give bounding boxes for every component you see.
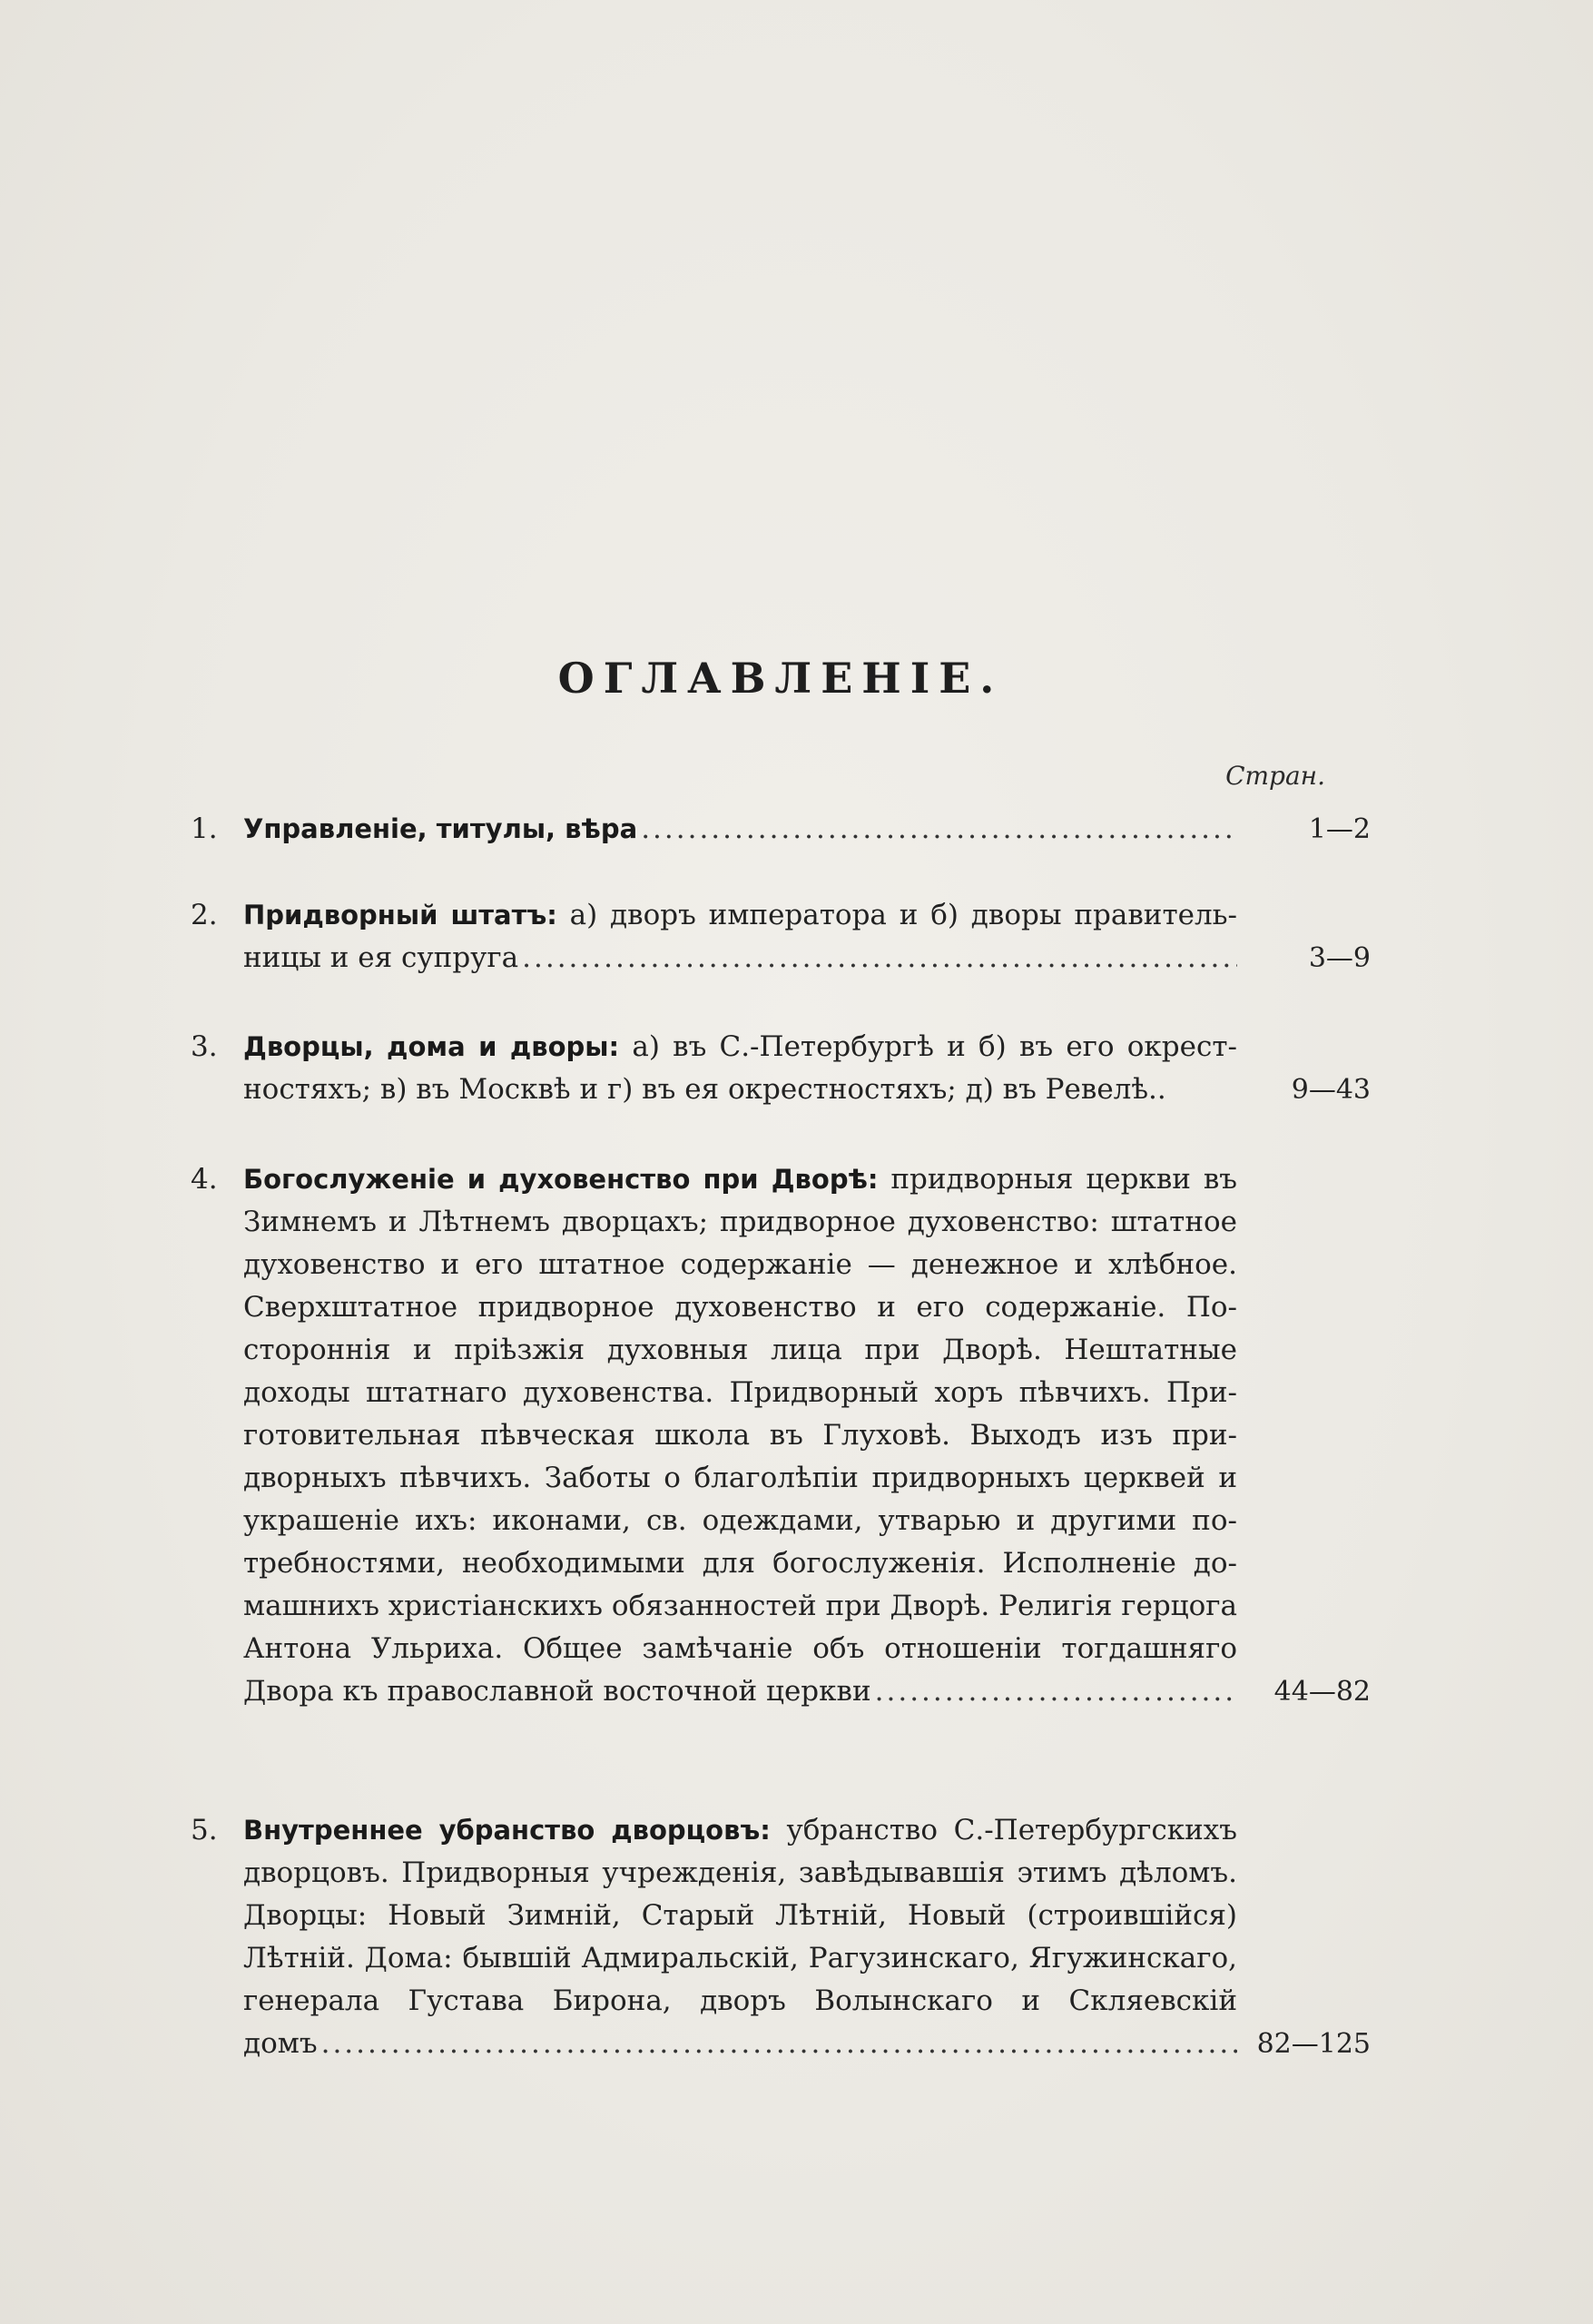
entry-body bbox=[243, 808, 1237, 851]
entry-line: готовительная пѣвческая школа въ Глуховѣ. Выходъ изъ при- bbox=[243, 1419, 1237, 1452]
entry-heading: Богослуженіе и духовенство при Дворѣ: bbox=[243, 1164, 879, 1195]
entry-line bbox=[243, 1809, 1237, 1852]
entry-text: а) дворъ императора и б) дворы правитель- bbox=[556, 899, 1237, 931]
entry-text: Двора къ православной восточной церкви bbox=[243, 1675, 871, 1708]
entry-line: Лѣтній. Дома: бывшій Адмиральскій, Рагузинскаго, Ягужинскаго, bbox=[243, 1942, 1237, 1974]
entry-line bbox=[243, 808, 1237, 851]
entry-number: 3. bbox=[191, 1030, 218, 1063]
entry-line: украшеніе ихъ: иконами, св. одеждами, утварью и другими по- bbox=[243, 1504, 1237, 1537]
entry-number: 5. bbox=[191, 1814, 218, 1846]
entry-line: генерала Густава Бирона, дворъ Волынскаго и Скляевскій bbox=[243, 1984, 1237, 2017]
page-title: ОГЛАВЛЕНІЕ. bbox=[557, 654, 1004, 703]
entry-heading: Придворный штатъ: bbox=[243, 900, 557, 931]
leader-dots bbox=[641, 808, 1237, 851]
pages-column-header: Стран. bbox=[1225, 761, 1325, 791]
entry-pages: 3—9 bbox=[1308, 942, 1371, 974]
entry-line: требностями, необходимыми для богослуженія. Исполненіе до- bbox=[243, 1547, 1237, 1580]
entry-body bbox=[243, 1809, 1237, 2065]
entry-number: 1. bbox=[191, 812, 218, 845]
entry-line bbox=[243, 1068, 1237, 1111]
entry-line bbox=[243, 894, 1237, 937]
entry-body bbox=[243, 894, 1237, 980]
entry-number: 2. bbox=[191, 899, 218, 931]
entry-number: 4. bbox=[191, 1163, 218, 1196]
entry-pages: 44—82 bbox=[1273, 1676, 1371, 1708]
entry-line bbox=[243, 1670, 1237, 1713]
entry-line: Антона Ульриха. Общее замѣчаніе объ отношеніи тогдашняго bbox=[243, 1632, 1237, 1665]
entry-line: Зимнемъ и Лѣтнемъ дворцахъ; придворное духовенство: штатное bbox=[243, 1206, 1237, 1238]
entry-line bbox=[243, 1026, 1237, 1068]
entry-text: ницы и ея супруга bbox=[243, 941, 519, 974]
entry-pages: 9—43 bbox=[1291, 1074, 1371, 1106]
entry-heading: Управленіе, титулы, вѣра bbox=[243, 813, 638, 844]
entry-line: дворцовъ. Придворныя учрежденія, завѣдывавшія этимъ дѣломъ. bbox=[243, 1856, 1237, 1889]
entry-text: а) въ С.-Петербургѣ и б) въ его окрест- bbox=[619, 1030, 1237, 1063]
entry-pages: 1—2 bbox=[1308, 813, 1371, 845]
entry-line bbox=[243, 937, 1237, 980]
entry-pages: 82—125 bbox=[1256, 2028, 1371, 2060]
entry-text: домъ bbox=[243, 2027, 318, 2060]
leader-dots bbox=[321, 2023, 1237, 2065]
entry-body bbox=[243, 1026, 1237, 1111]
entry-line: духовенство и его штатное содержаніе — денежное и хлѣбное. bbox=[243, 1248, 1237, 1281]
entry-line bbox=[243, 1158, 1237, 1201]
entry-heading: Внутреннее убранство дворцовъ: bbox=[243, 1815, 771, 1846]
entry-line bbox=[243, 2023, 1237, 2065]
entry-body bbox=[243, 1158, 1237, 1713]
entry-text: придворныя церкви въ bbox=[878, 1163, 1237, 1196]
entry-line: стороннія и пріѣзжія духовныя лица при Дворѣ. Нештатные bbox=[243, 1334, 1237, 1366]
leader-dots bbox=[522, 937, 1237, 980]
entry-line: Сверхштатное придворное духовенство и его содержаніе. По- bbox=[243, 1291, 1237, 1324]
leader-dots bbox=[875, 1670, 1237, 1713]
entry-text: ностяхъ; в) въ Москвѣ и г) въ ея окрестностяхъ; д) въ Ревелѣ.. bbox=[243, 1073, 1166, 1106]
entry-text: убранство С.-Петербургскихъ bbox=[770, 1814, 1237, 1846]
entry-line: машнихъ христіанскихъ обязанностей при Дворѣ. Религія герцога bbox=[243, 1590, 1237, 1622]
entry-line: доходы штатнаго духовенства. Придворный хоръ пѣвчихъ. При- bbox=[243, 1376, 1237, 1409]
entry-line: дворныхъ пѣвчихъ. Заботы о благолѣпіи придворныхъ церквей и bbox=[243, 1462, 1237, 1494]
entry-heading: Дворцы, дома и дворы: bbox=[243, 1031, 620, 1062]
entry-line: Дворцы: Новый Зимній, Старый Лѣтній, Новый (строившійся) bbox=[243, 1899, 1237, 1932]
